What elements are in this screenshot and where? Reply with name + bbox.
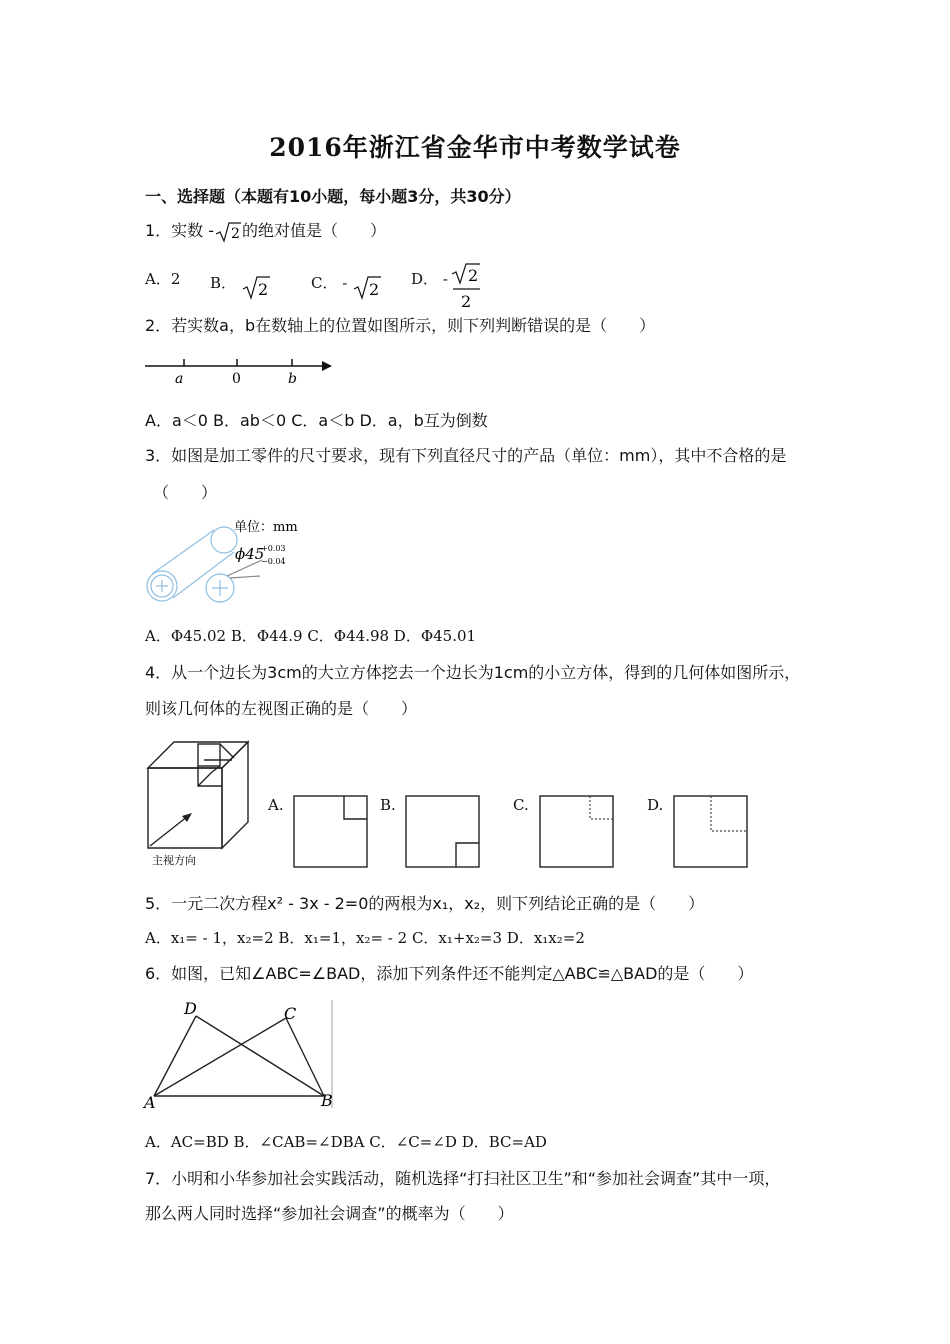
q3-tolerance-upper: +0.03: [261, 544, 286, 553]
question-6-stem: 6．如图，已知∠ABC=∠BAD，添加下列条件还不能判定△ABC≌△BAD的是（ ）: [145, 964, 754, 983]
number-line-label-b: b: [288, 371, 297, 387]
q3-phi-label: ϕ45: [235, 545, 265, 563]
vertex-label-d: D: [184, 999, 197, 1018]
triangle-figure: [140, 996, 340, 1112]
q1-stem-end: 的绝对值是（ ）: [242, 221, 387, 240]
q6-options: A．AC=BD B．∠CAB=∠DBA C．∠C=∠D D．BC=AD: [145, 1133, 547, 1151]
q4-option-a-label: A.: [268, 796, 284, 814]
vertex-label-c: C: [284, 1004, 297, 1023]
sqrt-symbol-icon: [241, 274, 271, 300]
q1-option-d-label: D．: [411, 270, 439, 288]
q2-options: A．a＜0 B．ab＜0 C．a＜b D．a，b互为倒数: [145, 411, 488, 430]
page-title: 2016年浙江省金华市中考数学试卷: [269, 133, 681, 162]
question-5-stem: 5．一元二次方程x² - 3x - 2=0的两根为x₁，x₂，则下列结论正确的是（ ）: [145, 894, 705, 913]
question-4-line1: 4．从一个边长为3cm的大立方体挖去一个边长为1cm的小立方体，得到的几何体如图所示，: [145, 663, 801, 682]
q1-radicand: 2: [231, 225, 240, 242]
vertex-label-b: B: [321, 1091, 333, 1110]
q3-unit-label: 单位：mm: [234, 520, 298, 535]
section-heading: 一、选择题（本题有10小题，每小题3分，共30分）: [145, 187, 521, 206]
q1-b-radicand: 2: [257, 280, 268, 299]
q3-paren: （ ）: [153, 483, 218, 502]
q5-options: A．x₁= - 1，x₂=2 B．x₁=1，x₂= - 2 C．x₁+x₂=3 D．x₁x₂=2: [145, 929, 585, 947]
number-line-figure: [140, 352, 340, 392]
q1-d-denominator: 2: [461, 292, 472, 311]
question-2-stem: 2．若实数a，b在数轴上的位置如图所示，则下列判断错误的是（ ）: [145, 316, 656, 335]
question-7-line1: 7．小明和小华参加社会实践活动，随机选择“打扫社区卫生”和“参加社会调查”其中一项，: [145, 1169, 781, 1188]
q1-c-radicand: 2: [369, 280, 380, 299]
q4-option-b-label: B.: [380, 796, 396, 814]
cube-figure: [142, 738, 254, 868]
q1-d-radicand: 2: [468, 266, 479, 285]
q1-option-c-label: C．: [311, 274, 338, 292]
cylinder-part-figure: [142, 512, 312, 607]
q1-option-d: [411, 268, 448, 289]
question-4-line2: 则该几何体的左视图正确的是（ ）: [145, 699, 418, 718]
cube-direction-label: 主视方向: [152, 854, 196, 867]
q1-option-b-label: B．: [210, 274, 237, 292]
q4-option-d-figure: [673, 795, 749, 869]
q4-option-d-label: D.: [647, 796, 664, 814]
q4-option-a-figure: [293, 795, 369, 869]
q4-option-c-label: C.: [513, 796, 529, 814]
q1-fraction: [450, 262, 482, 312]
q3-tolerance-lower: −0.04: [261, 557, 286, 566]
q4-option-c-figure: [539, 795, 615, 869]
q1-d-minus: -: [442, 270, 448, 288]
q3-options: A．Φ45.02 B．Φ44.9 C．Φ44.98 D．Φ45.01: [145, 627, 477, 645]
question-7-line2: 那么两人同时选择“参加社会调查”的概率为（ ）: [145, 1204, 514, 1223]
q1-c-minus: -: [342, 274, 348, 292]
q1-stem-start: 1．实数 -: [145, 221, 215, 240]
number-line-label-a: a: [175, 371, 184, 387]
q1-option-c: [311, 268, 382, 300]
q1-option-b: [210, 268, 271, 300]
vertex-label-a: A: [144, 1093, 156, 1112]
number-line-label-0: 0: [232, 371, 241, 387]
question-1-stem: [145, 218, 386, 243]
q1-option-a: A．2: [145, 270, 181, 288]
question-3-stem: 3．如图是加工零件的尺寸要求，现有下列直径尺寸的产品（单位：mm），其中不合格的是: [145, 446, 787, 465]
q4-option-b-figure: [405, 795, 481, 869]
sqrt-symbol-icon: [352, 274, 382, 300]
sqrt-symbol-icon: [214, 221, 242, 243]
